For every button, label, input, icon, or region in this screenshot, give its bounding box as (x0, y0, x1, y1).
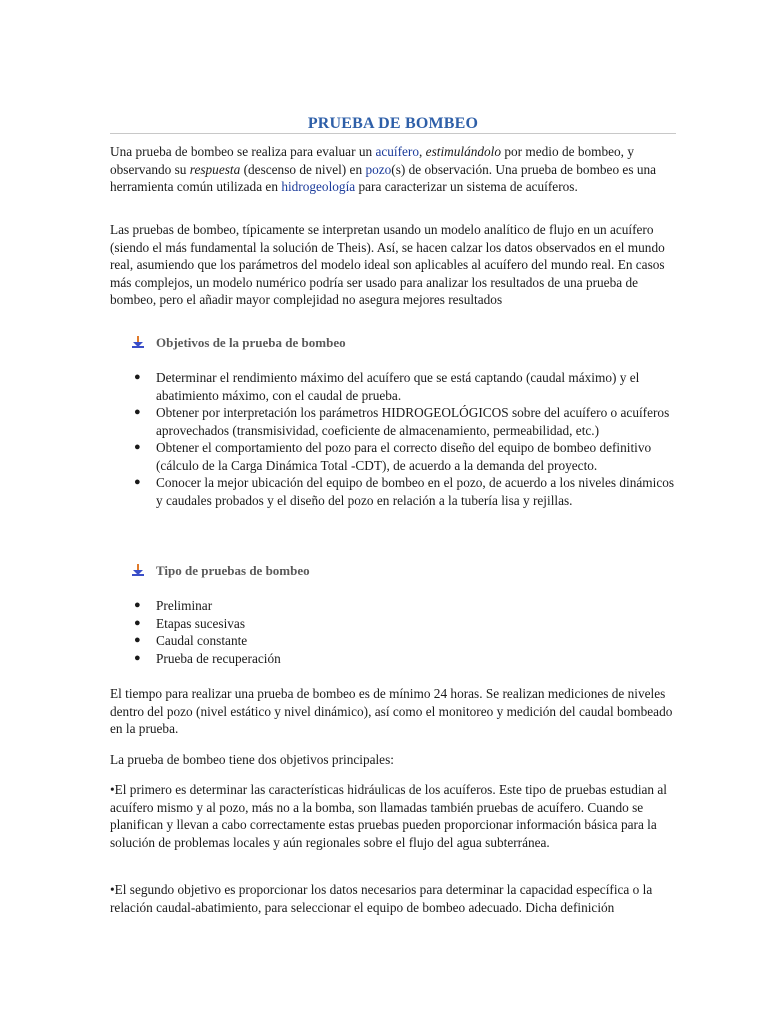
list-item (110, 650, 676, 668)
list-item-text: Prueba de recuperación (156, 650, 281, 666)
heading-objetivos-label: Objetivos de la prueba de bombeo (156, 335, 346, 350)
list-item-text: Caudal constante (156, 633, 248, 648)
list-item-text: Obtener el comportamiento del pozo para el correcto diseño del equipo de bombeo definitivo (cálculo de la Carga Dinámica Total -CDT), de acuerdo a la demanda del proyecto. (156, 440, 652, 473)
paragraph-primer-objetivo: •El primero es determinar las características hidráulicas de los acuíferos. Este tipo de pruebas estudian al acuífero mismo y al pozo, más no a la bomba, son llamadas también pruebas de acuífero. Cuando se planifican y llevan a cabo correctamente estas pruebas pueden proporcionar información básica para la solución de problemas locales y aún regionales sobre el flujo del agua subterránea. (110, 782, 668, 850)
list-item (110, 369, 676, 404)
bullet: ● (134, 476, 141, 488)
list-item-text: Etapas sucesivas (156, 615, 245, 631)
list-item-text: Determinar el rendimiento máximo del acuífero que se está captando (caudal máximo) y el abatimiento máximo, con el caudal de prueba. (156, 370, 640, 403)
list-item (110, 439, 676, 474)
paragraph-modelos: Las pruebas de bombeo, típicamente se interpretan usando un modelo analítico de flujo en un acuífero (siendo el más fundamental la solución de Theis). Así, se hacen calzar los datos observados en el mundo real, asumiendo que los parámetros del modelo ideal son aplicables al acuífero del mundo real. En casos más complejos, un modelo numérico podría ser usado para analizar los resultados de una prueba de bombeo, pero el añadir mayor complejidad no asegura mejores resultados (110, 222, 665, 307)
page-title: PRUEBA DE BOMBEO (307, 115, 479, 132)
list-item-text: Obtener por interpretación los parámetros HIDROGEOLÓGICOS sobre del acuífero o acuíferos aprovechados (transmisividad, coeficiente de almacenamiento, permeabilidad, etc.) (156, 405, 670, 438)
list-item (110, 615, 676, 633)
bullet: ● (134, 371, 141, 383)
arrow-bullet-icon (132, 563, 144, 575)
emphasis-estimulandolo: estimulándolo (425, 144, 502, 159)
bullet: ● (134, 599, 141, 611)
tipos-list (110, 597, 676, 667)
paragraph-tiempo: El tiempo para realizar una prueba de bombeo es de mínimo 24 horas. Se realizan mediciones de niveles dentro del pozo (nivel estático y nivel dinámico), así como el monitoreo y medición del caudal bombeado en la prueba. (110, 686, 673, 736)
heading-objetivos (132, 334, 672, 352)
link-pozo[interactable]: pozo (365, 161, 392, 177)
bullet: ● (134, 406, 141, 418)
intro-paragraph (110, 143, 676, 196)
title-divider (110, 133, 676, 134)
intro-text-6: para caracterizar un sistema de acuíferos. (355, 179, 578, 194)
list-item (110, 474, 676, 509)
bullet: ● (134, 616, 141, 629)
intro-text-3: por medio de bombeo, y observando su (110, 144, 634, 177)
intro-text-1: Una prueba de bombeo se realiza para evaluar un (110, 144, 376, 159)
intro-text-5: (s) de observación. Una prueba de bombeo es una herramienta común utilizada en (110, 161, 657, 194)
bullet: ● (134, 651, 141, 664)
objetivos-list (110, 369, 676, 509)
bullet: ● (134, 634, 141, 646)
list-item-text: Preliminar (156, 598, 213, 613)
intro-text-2: , (419, 144, 426, 159)
link-hidrogeologia[interactable]: hidrogeología (281, 179, 356, 194)
bullet: ● (134, 441, 141, 453)
heading-tipos (132, 562, 672, 580)
paragraph-objetivos-intro: La prueba de bombeo tiene dos objetivos principales: (110, 752, 394, 767)
list-item (110, 632, 676, 650)
list-item-text: Conocer la mejor ubicación del equipo de bombeo en el pozo, de acuerdo a los niveles dinámicos y caudales probados y el diseño del pozo en relación a la tubería lisa y rejillas. (156, 475, 675, 508)
list-item (110, 404, 676, 439)
paragraph-segundo-objetivo: •El segundo objetivo es proporcionar los datos necesarios para determinar la capacidad específica o la relación caudal-abatimiento, para seleccionar el equipo de bombeo adecuado. Dicha definición (110, 882, 653, 915)
heading-tipos-label: Tipo de pruebas de bombeo (156, 563, 310, 578)
emphasis-respuesta: respuesta (189, 161, 241, 177)
intro-text-4: (descenso de nivel) en (240, 161, 366, 177)
arrow-bullet-icon (132, 335, 144, 347)
link-acuifero[interactable]: acuífero (375, 144, 420, 159)
list-item (110, 597, 676, 615)
